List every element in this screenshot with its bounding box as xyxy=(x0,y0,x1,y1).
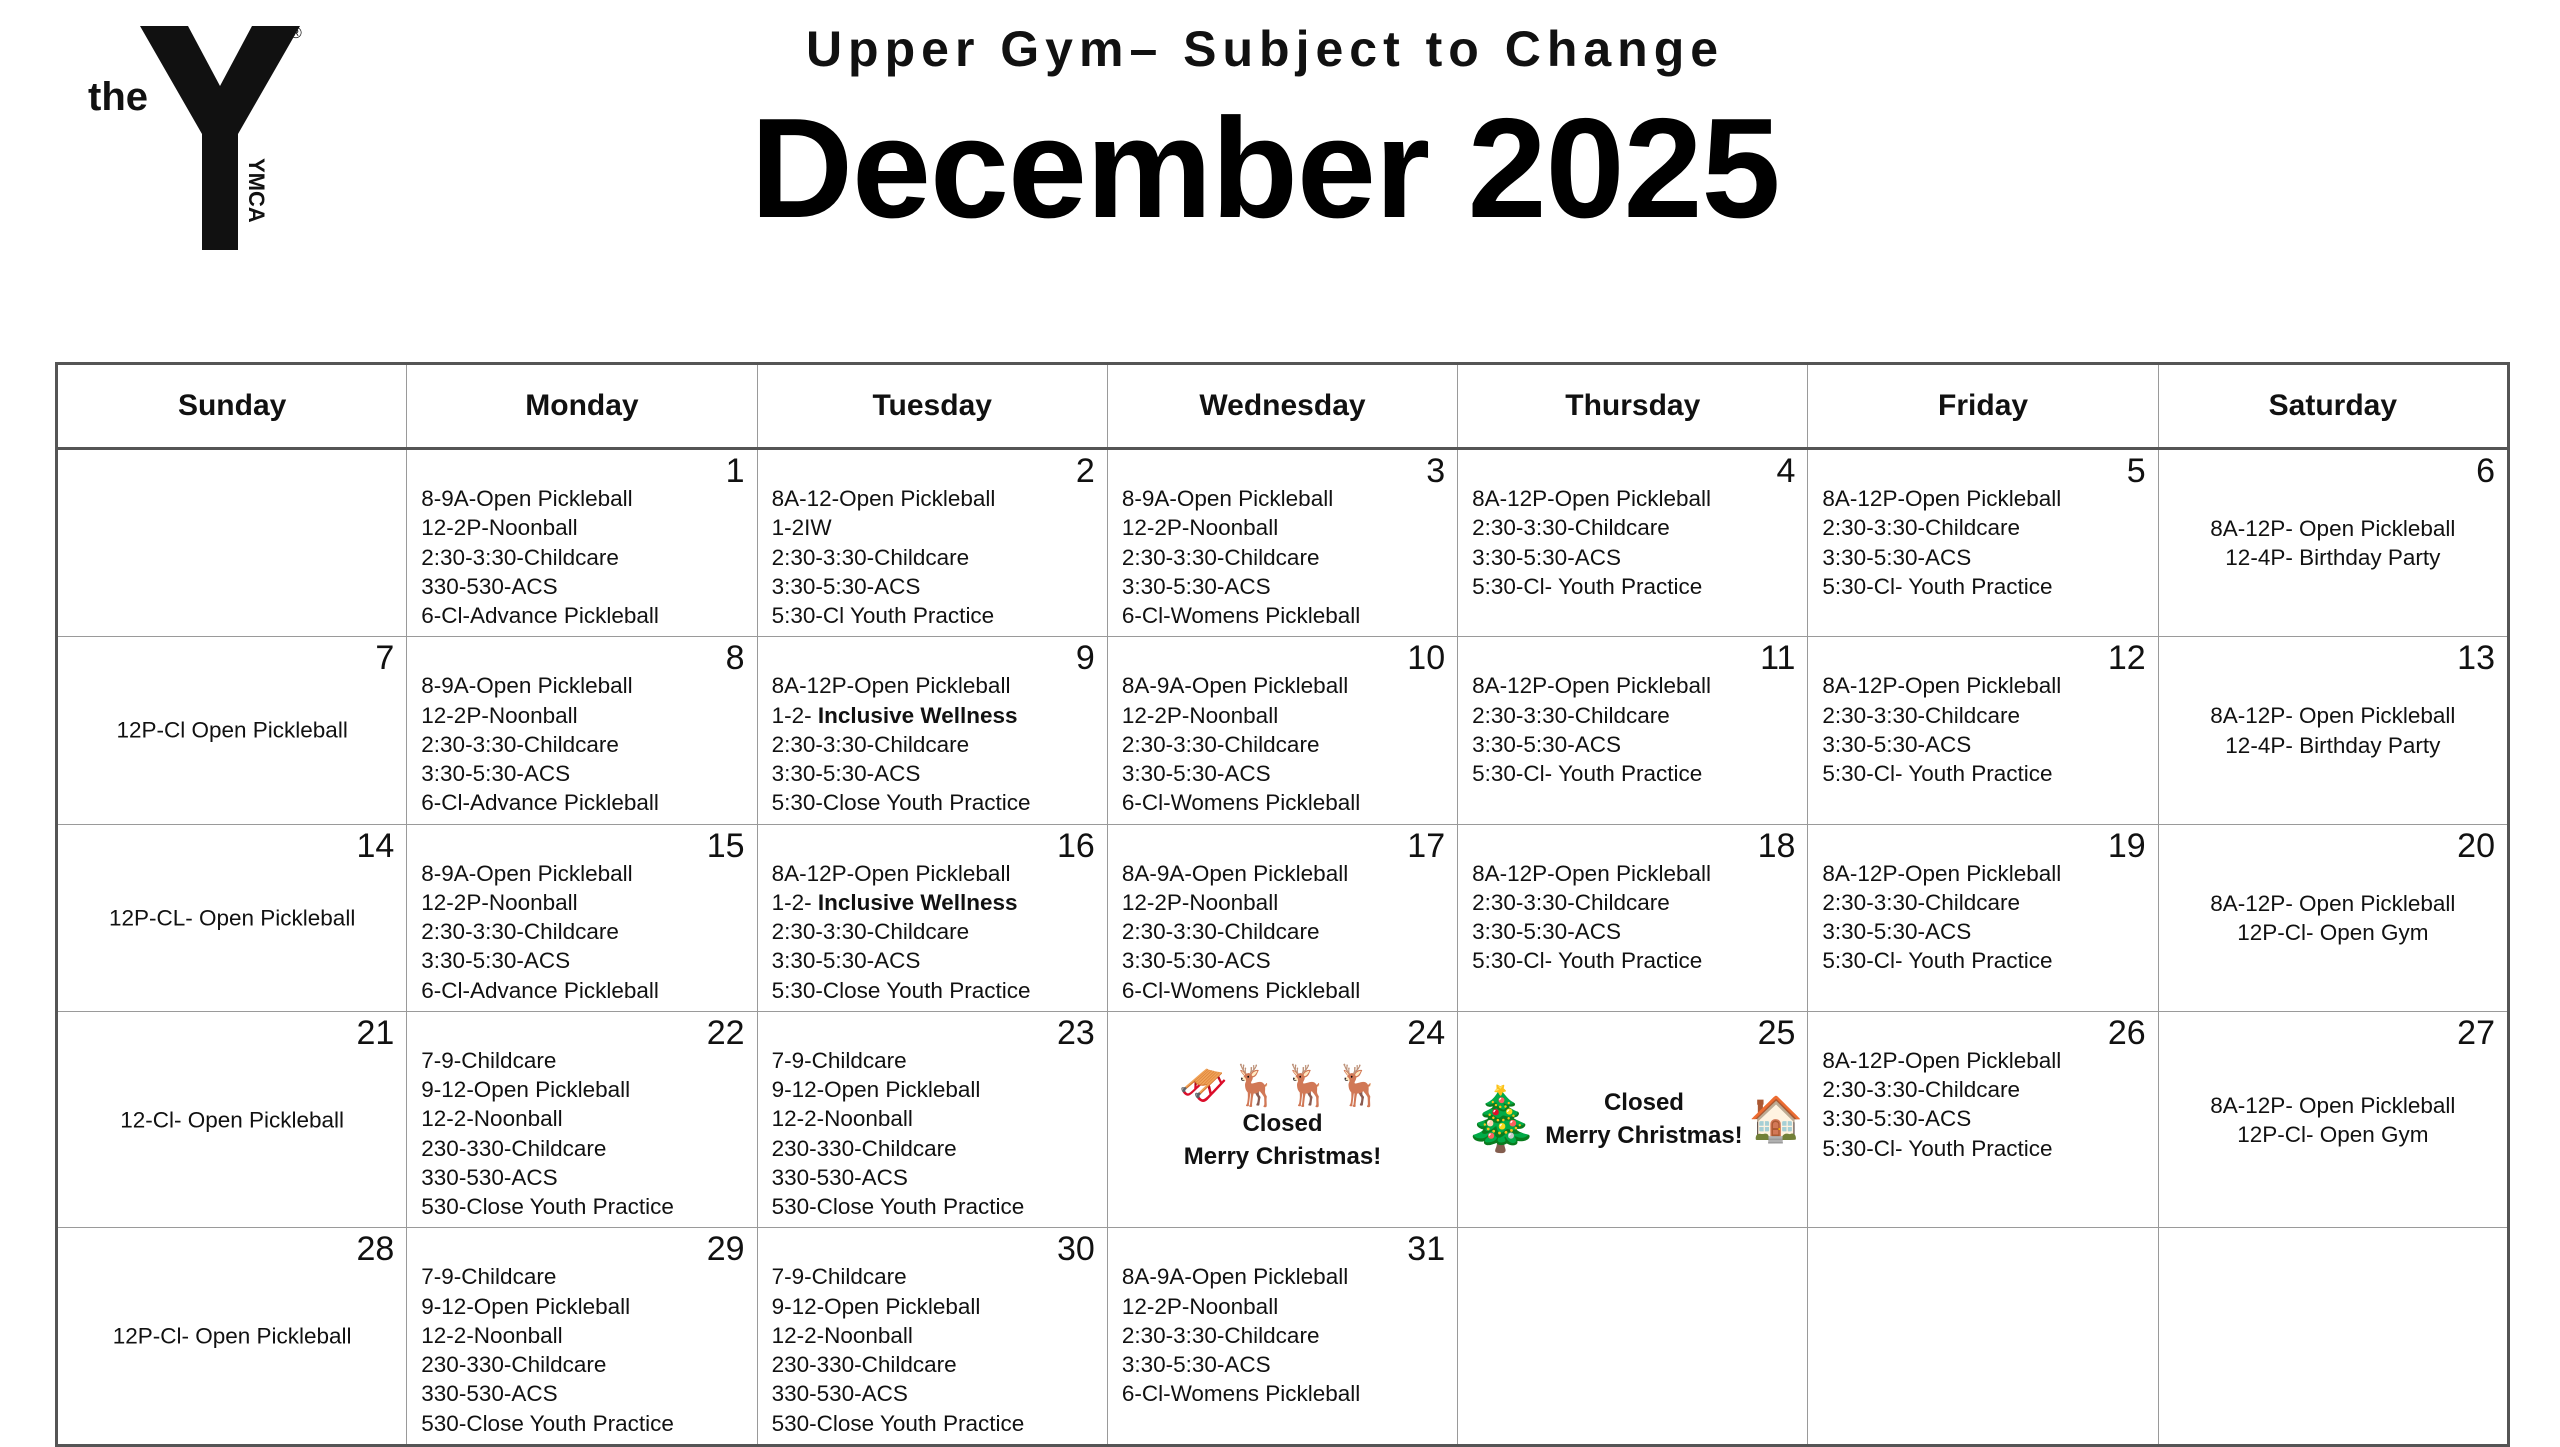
day-number: 18 xyxy=(1757,826,1796,865)
event-line: 8A-12P-Open Pickleball xyxy=(1472,673,1712,699)
day-events xyxy=(58,716,406,745)
event-line: 6-Cl-Womens Pickleball xyxy=(1121,790,1361,816)
event-line: 3:30-5:30-ACS xyxy=(1822,919,1972,944)
day-number: 24 xyxy=(1407,1013,1446,1052)
event-line: 7-9-Childcare xyxy=(421,1047,557,1073)
day-number: 22 xyxy=(706,1013,745,1052)
event-line: 8A-12P- Open Pickleball xyxy=(2210,703,2456,729)
calendar-day-cell xyxy=(1107,449,1457,637)
event-line: 8A-12P-Open Pickleball xyxy=(1822,860,2062,886)
event-line: 3:30-5:30-ACS xyxy=(771,761,921,786)
calendar-day-cell xyxy=(1107,1228,1457,1446)
calendar-day-cell xyxy=(1107,824,1457,1011)
event-line: 8A-12P-Open Pickleball xyxy=(1822,486,2062,511)
event-line: 530-Close Youth Practice xyxy=(771,1410,1025,1436)
calendar-day-cell xyxy=(57,1011,407,1228)
holiday-icon-row xyxy=(1462,1084,1804,1154)
calendar-week-row xyxy=(57,824,2509,1011)
day-events xyxy=(58,1105,406,1134)
event-line: 8-9A-Open Pickleball xyxy=(421,486,633,511)
event-line: 330-530-ACS xyxy=(771,1381,908,1407)
holiday-text xyxy=(1184,1108,1381,1173)
event-line: 3:30-5:30-ACS xyxy=(1121,948,1271,974)
day-events xyxy=(407,1012,756,1228)
event-line: 12-2P-Noonball xyxy=(421,702,578,728)
calendar-cell-empty xyxy=(57,449,407,637)
calendar-cell-empty xyxy=(1808,1228,2158,1446)
calendar-day-cell xyxy=(757,824,1107,1011)
calendar-day-cell xyxy=(1808,637,2158,824)
event-line: 5:30-Cl- Youth Practice xyxy=(1822,1135,2053,1161)
calendar-day-cell xyxy=(1458,824,1808,1011)
ymca-logo xyxy=(78,18,308,258)
calendar-day-cell xyxy=(2158,449,2508,637)
event-line: 5:30-Cl- Youth Practice xyxy=(1472,573,1703,599)
event-line: 2:30-3:30-Childcare xyxy=(1472,702,1670,728)
event-line: 3:30-5:30-ACS xyxy=(1822,1106,1972,1132)
holiday-line-2: Merry Christmas! xyxy=(1545,1121,1743,1149)
day-events xyxy=(1108,450,1457,636)
event-line: 3:30-5:30-ACS xyxy=(1822,544,1972,570)
event-line: 2:30-3:30-Childcare xyxy=(1121,544,1320,570)
event-line: 1-2- Inclusive Wellness xyxy=(771,889,1018,915)
event-line: 6-Cl-Advance Pickleball xyxy=(421,977,659,1003)
day-number: 6 xyxy=(2476,452,2495,490)
calendar-day-cell xyxy=(1107,1011,1457,1228)
day-events xyxy=(58,1321,406,1350)
event-line: 5:30-Cl Youth Practice xyxy=(771,603,995,628)
event-line: 12P-Cl- Open Gym xyxy=(2237,1121,2429,1147)
day-number: 3 xyxy=(1426,452,1446,490)
event-line: 230-330-Childcare xyxy=(771,1352,957,1377)
event-line: 12-2P-Noonball xyxy=(1121,889,1279,915)
event-line: 8A-12P-Open Pickleball xyxy=(1822,1047,2062,1073)
calendar-day-cell xyxy=(757,449,1107,637)
event-line: 5:30-Cl- Youth Practice xyxy=(1472,761,1703,786)
event-line: 530-Close Youth Practice xyxy=(421,1410,674,1436)
day-number: 28 xyxy=(356,1230,395,1269)
event-line: 230-330-Childcare xyxy=(421,1135,607,1161)
event-line: 8A-12P-Open Pickleball xyxy=(1472,860,1712,886)
day-number: 15 xyxy=(706,826,745,865)
calendar-day-cell xyxy=(407,1228,757,1446)
day-events xyxy=(758,637,1107,823)
calendar-week-row xyxy=(57,1011,2509,1228)
day-events xyxy=(1808,1012,2157,1169)
day-events xyxy=(1808,825,2157,982)
event-line: 12P-CL- Open Pickleball xyxy=(108,905,356,930)
event-line: 12-4P- Birthday Party xyxy=(2225,732,2441,758)
day-events xyxy=(407,825,756,1011)
day-number: 13 xyxy=(2457,639,2495,678)
day-events xyxy=(1808,450,2157,607)
calendar-day-cell xyxy=(1458,449,1808,637)
calendar-header-row xyxy=(57,364,2509,449)
event-line: 3:30-5:30-ACS xyxy=(1822,731,1972,757)
calendar-table xyxy=(55,362,2510,1447)
subject-line: Upper Gym– Subject to Change xyxy=(805,21,1725,77)
day-events xyxy=(407,637,756,823)
event-line: 3:30-5:30-ACS xyxy=(771,948,921,974)
ymca-logo-svg xyxy=(78,18,308,258)
event-line: 330-530-ACS xyxy=(421,573,558,599)
chimney-icon: 🏠 xyxy=(1748,1094,1804,1144)
event-line: 6-Cl-Womens Pickleball xyxy=(1121,977,1361,1003)
event-line: 12-2-Noonball xyxy=(771,1106,913,1132)
day-number: 4 xyxy=(1776,452,1796,490)
calendar-day-cell xyxy=(757,1011,1107,1228)
event-line: 2:30-3:30-Childcare xyxy=(1822,889,2021,915)
event-line: 8A-12P-Open Pickleball xyxy=(771,673,1011,699)
day-events xyxy=(1458,637,1807,794)
event-line: 5:30-Cl- Youth Practice xyxy=(1822,948,2053,974)
weekday-header-sunday: Sunday xyxy=(57,364,407,449)
event-line: 8A-9A-Open Pickleball xyxy=(1121,673,1349,699)
day-number: 8 xyxy=(725,639,745,678)
calendar-week-row xyxy=(57,637,2509,824)
event-line: 5:30-Close Youth Practice xyxy=(771,977,1031,1003)
event-line: 3:30-5:30-ACS xyxy=(1121,573,1271,599)
calendar-day-cell xyxy=(757,637,1107,824)
event-line: 8A-12-Open Pickleball xyxy=(771,486,996,511)
event-line: 5:30-Cl- Youth Practice xyxy=(1822,573,2053,599)
holiday-line-1: Closed xyxy=(1603,1089,1684,1117)
calendar-day-cell xyxy=(57,824,407,1011)
day-events xyxy=(758,1228,1107,1444)
calendar-day-cell xyxy=(407,824,757,1011)
event-emphasis: Inclusive Wellness xyxy=(817,702,1018,728)
event-line: 8A-12P- Open Pickleball xyxy=(2210,1092,2456,1118)
event-line: 2:30-3:30-Childcare xyxy=(771,919,970,944)
event-line: 530-Close Youth Practice xyxy=(771,1194,1025,1219)
event-line: 12-4P- Birthday Party xyxy=(2225,545,2441,571)
title-block xyxy=(330,20,2200,248)
event-line: 12P-Cl- Open Gym xyxy=(2237,919,2429,945)
weekday-header-friday: Friday xyxy=(1808,364,2158,449)
calendar-day-cell xyxy=(1458,1011,1808,1228)
event-line: 1-2- Inclusive Wellness xyxy=(771,702,1018,728)
event-line: 12P-Cl Open Pickleball xyxy=(116,717,348,743)
calendar-day-cell xyxy=(2158,824,2508,1011)
event-emphasis: Inclusive Wellness xyxy=(817,889,1018,915)
event-line: 5:30-Cl- Youth Practice xyxy=(1472,948,1703,974)
event-line: 7-9-Childcare xyxy=(771,1047,907,1073)
event-line: 2:30-3:30-Childcare xyxy=(1822,1077,2021,1102)
event-line: 8A-12P-Open Pickleball xyxy=(1472,486,1712,511)
day-number: 31 xyxy=(1407,1230,1446,1269)
event-line: 6-Cl-Advance Pickleball xyxy=(421,790,659,816)
page-title: December 2025 xyxy=(750,89,1780,248)
event-line: 12-2P-Noonball xyxy=(1121,702,1279,728)
event-line: 12-2-Noonball xyxy=(421,1106,563,1132)
day-number: 16 xyxy=(1057,826,1095,865)
event-line: 3:30-5:30-ACS xyxy=(1121,761,1271,786)
event-line: 8-9A-Open Pickleball xyxy=(421,673,633,699)
event-line: 9-12-Open Pickleball xyxy=(421,1293,631,1319)
calendar-cell-empty xyxy=(1458,1228,1808,1446)
day-number: 10 xyxy=(1407,639,1446,678)
event-line: 3:30-5:30-ACS xyxy=(771,573,921,599)
event-line: 330-530-ACS xyxy=(771,1164,908,1190)
weekday-header-thursday: Thursday xyxy=(1458,364,1808,449)
calendar-day-cell xyxy=(407,637,757,824)
holiday-line-2: Merry Christmas! xyxy=(1183,1142,1382,1170)
day-events xyxy=(1108,1228,1457,1414)
event-line: 12-2-Noonball xyxy=(771,1322,913,1348)
day-events xyxy=(2159,1090,2507,1149)
day-events xyxy=(1108,825,1457,1011)
calendar-day-cell xyxy=(2158,637,2508,824)
event-line: 330-530-ACS xyxy=(421,1381,558,1407)
event-line: 9-12-Open Pickleball xyxy=(771,1293,981,1319)
calendar-day-cell xyxy=(57,1228,407,1446)
event-line: 8A-12P-Open Pickleball xyxy=(771,860,1011,886)
event-line: 530-Close Youth Practice xyxy=(421,1194,674,1219)
event-line: 9-12-Open Pickleball xyxy=(421,1077,631,1102)
calendar-day-cell xyxy=(1107,637,1457,824)
event-line: 3:30-5:30-ACS xyxy=(1472,731,1621,757)
day-number: 11 xyxy=(1760,639,1796,678)
holiday-closed-block xyxy=(1458,1012,1807,1228)
event-line: 2:30-3:30-Childcare xyxy=(1121,919,1320,944)
day-events xyxy=(1108,637,1457,823)
calendar-body xyxy=(57,449,2509,1446)
day-number: 26 xyxy=(2107,1013,2146,1052)
holiday-closed-block xyxy=(1108,1012,1457,1228)
calendar-day-cell xyxy=(407,449,757,637)
event-line: 5:30-Close Youth Practice xyxy=(771,790,1031,816)
event-line: 2:30-3:30-Childcare xyxy=(1822,702,2021,728)
weekday-header-tuesday: Tuesday xyxy=(757,364,1107,449)
calendar-day-cell xyxy=(757,1228,1107,1446)
day-number: 7 xyxy=(375,639,395,678)
svg-text:the: the xyxy=(88,75,148,119)
event-line: 12-Cl- Open Pickleball xyxy=(120,1106,345,1132)
event-line: 12-2-Noonball xyxy=(421,1322,563,1348)
event-line: 12-2P-Noonball xyxy=(421,889,578,915)
event-line: 3:30-5:30-ACS xyxy=(1121,1352,1271,1377)
day-number: 12 xyxy=(2107,639,2146,678)
christmas-tree-icon: 🎄 xyxy=(1462,1084,1540,1154)
day-number: 20 xyxy=(2457,826,2495,865)
event-line: 2:30-3:30-Childcare xyxy=(421,919,619,944)
event-line: 7-9-Childcare xyxy=(771,1264,907,1290)
event-line: 8A-9A-Open Pickleball xyxy=(1121,860,1349,886)
event-line: 2:30-3:30-Childcare xyxy=(771,544,970,570)
calendar-day-cell xyxy=(57,637,407,824)
calendar-day-cell xyxy=(1808,1011,2158,1228)
calendar-day-cell xyxy=(1808,824,2158,1011)
event-line: 2:30-3:30-Childcare xyxy=(1822,515,2021,541)
event-line: 7-9-Childcare xyxy=(421,1264,557,1290)
calendar-week-row xyxy=(57,1228,2509,1446)
day-events xyxy=(1458,825,1807,982)
day-events xyxy=(1808,637,2157,794)
event-line: 8-9A-Open Pickleball xyxy=(1121,486,1334,511)
event-line: 12-2P-Noonball xyxy=(1121,1293,1279,1319)
event-line: 330-530-ACS xyxy=(421,1164,558,1190)
weekday-header-monday: Monday xyxy=(407,364,757,449)
day-events xyxy=(2159,888,2507,947)
day-events xyxy=(758,1012,1107,1228)
day-events xyxy=(407,1228,756,1444)
holiday-text xyxy=(1545,1087,1742,1152)
event-line: 8-9A-Open Pickleball xyxy=(421,860,633,886)
day-number: 29 xyxy=(706,1230,745,1269)
holiday-line-1: Closed xyxy=(1242,1110,1323,1138)
event-line: 230-330-Childcare xyxy=(421,1352,607,1377)
day-number: 27 xyxy=(2457,1013,2495,1052)
event-line: 3:30-5:30-ACS xyxy=(421,761,571,786)
event-line: 3:30-5:30-ACS xyxy=(421,948,571,974)
day-number: 1 xyxy=(725,452,745,490)
svg-text:®: ® xyxy=(290,25,302,42)
day-number: 23 xyxy=(1057,1013,1095,1052)
event-line: 3:30-5:30-ACS xyxy=(1472,919,1621,944)
calendar-day-cell xyxy=(1458,637,1808,824)
day-events xyxy=(758,825,1107,1011)
day-events xyxy=(2159,514,2507,573)
day-events xyxy=(58,903,406,932)
event-line: 2:30-3:30-Childcare xyxy=(771,731,970,757)
calendar-day-cell xyxy=(407,1011,757,1228)
event-line: 6-Cl-Advance Pickleball xyxy=(421,603,659,628)
event-line: 8A-12P- Open Pickleball xyxy=(2210,890,2456,916)
svg-text:YMCA: YMCA xyxy=(244,158,269,223)
calendar-cell-empty xyxy=(2158,1228,2508,1446)
day-events xyxy=(1458,450,1807,607)
page-header xyxy=(0,0,2560,345)
event-line: 1-2IW xyxy=(771,515,832,541)
event-line: 8A-12P- Open Pickleball xyxy=(2210,515,2456,541)
weekday-header-saturday: Saturday xyxy=(2158,364,2508,449)
day-number: 5 xyxy=(2126,452,2146,490)
event-line: 2:30-3:30-Childcare xyxy=(1121,731,1320,757)
event-line: 6-Cl-Womens Pickleball xyxy=(1121,1381,1361,1407)
event-line: 2:30-3:30-Childcare xyxy=(1472,515,1670,541)
event-line: 2:30-3:30-Childcare xyxy=(421,731,619,757)
santa-sleigh-icon: 🛷🦌🦌🦌 xyxy=(1178,1064,1387,1109)
event-line: 12P-Cl- Open Pickleball xyxy=(112,1323,352,1349)
calendar-day-cell xyxy=(2158,1011,2508,1228)
day-number: 21 xyxy=(356,1013,395,1052)
day-number: 30 xyxy=(1057,1230,1095,1269)
weekday-header-wednesday: Wednesday xyxy=(1107,364,1457,449)
calendar-day-cell xyxy=(1808,449,2158,637)
event-line: 12-2P-Noonball xyxy=(421,515,578,541)
day-number: 17 xyxy=(1407,826,1446,865)
day-number: 19 xyxy=(2107,826,2146,865)
day-events xyxy=(758,450,1107,636)
event-line: 2:30-3:30-Childcare xyxy=(1121,1322,1320,1348)
day-number: 2 xyxy=(1075,452,1095,490)
event-line: 6-Cl-Womens Pickleball xyxy=(1121,603,1361,628)
event-line: 9-12-Open Pickleball xyxy=(771,1077,981,1102)
day-number: 14 xyxy=(356,826,395,865)
event-line: 3:30-5:30-ACS xyxy=(1472,544,1621,570)
day-events xyxy=(407,450,756,636)
day-events xyxy=(2159,701,2507,760)
event-line: 5:30-Cl- Youth Practice xyxy=(1822,761,2053,786)
event-line: 8A-9A-Open Pickleball xyxy=(1121,1264,1349,1290)
event-line: 12-2P-Noonball xyxy=(1121,515,1279,541)
day-number: 9 xyxy=(1075,639,1095,678)
event-line: 2:30-3:30-Childcare xyxy=(1472,889,1670,915)
day-number: 25 xyxy=(1757,1013,1796,1052)
event-line: 230-330-Childcare xyxy=(771,1135,957,1161)
calendar-week-row xyxy=(57,449,2509,637)
event-line: 2:30-3:30-Childcare xyxy=(421,544,619,570)
event-line: 8A-12P-Open Pickleball xyxy=(1822,673,2062,699)
